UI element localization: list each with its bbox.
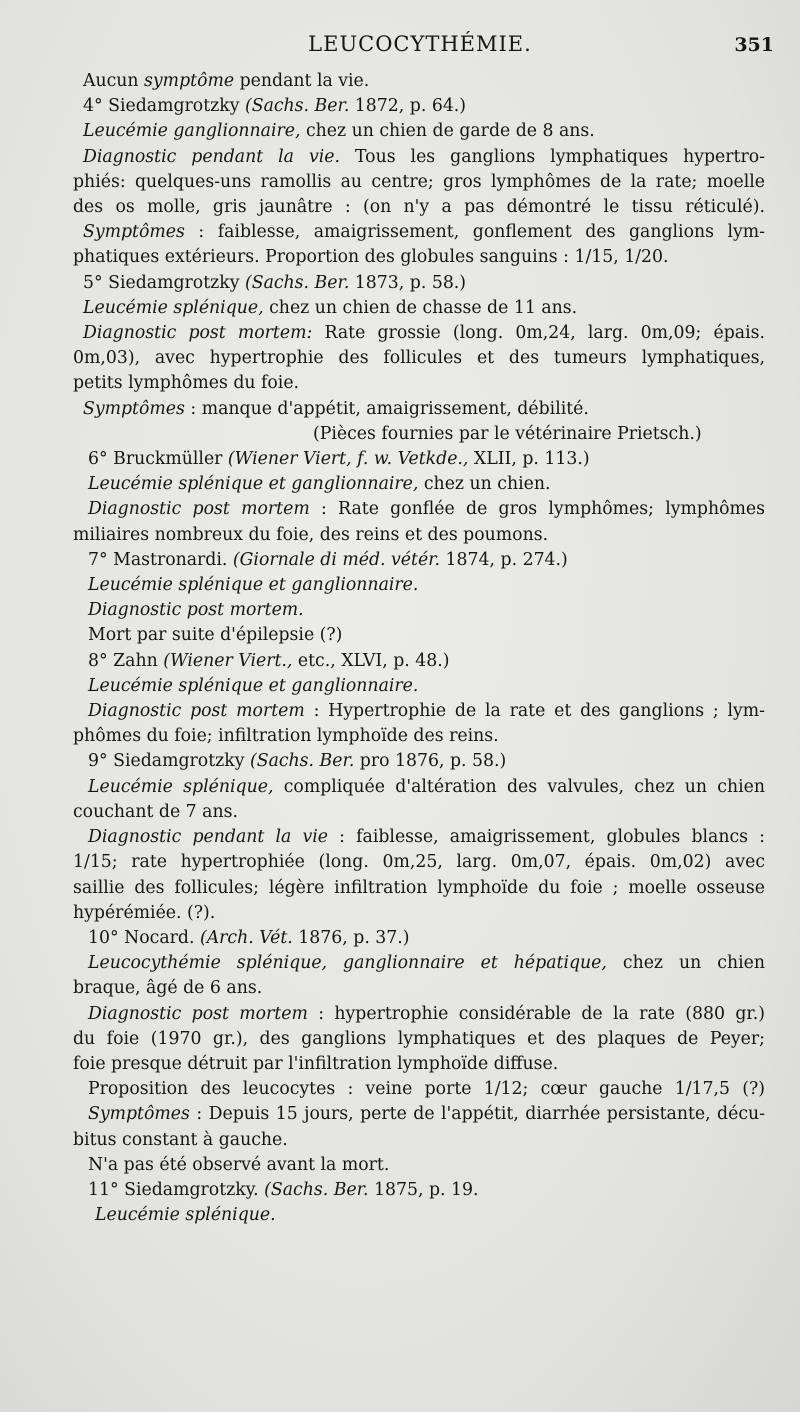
text-line: 7° Mastronardi. (Giornale di méd. vétér. 1874, p. 274.) <box>88 549 568 570</box>
text-line: couchant de 7 ans. <box>73 801 238 822</box>
text-line: Leucémie splénique et ganglionnaire. <box>88 575 419 596</box>
text-line: Diagnostic post mortem : hypertrophie considérable de la rate (880 gr.) <box>88 1003 765 1024</box>
text-line: bitus constant à gauche. <box>73 1129 288 1150</box>
text-line: phiés: quelques-uns ramollis au centre; gros lymphômes de la rate; moelle <box>73 171 765 192</box>
text-line: Leucémie splénique, compliquée d'altération des valvules, chez un chien <box>88 776 765 797</box>
text-line: saillie des follicules; légère infiltration lymphoïde du foie ; moelle osseuse <box>73 877 765 898</box>
text-line: du foie (1970 gr.), des ganglions lymphatiques et des plaques de Peyer; <box>73 1028 765 1049</box>
text-line: Leucémie splénique, chez un chien de chasse de 11 ans. <box>83 297 578 318</box>
text-line: 0m,03), avec hypertrophie des follicules et des tumeurs lymphatiques, <box>73 348 765 369</box>
text-line: Diagnostic post mortem. <box>88 600 304 621</box>
text-line: 9° Siedamgrotzky (Sachs. Ber. pro 1876, p. 58.) <box>88 751 507 772</box>
text-line: Diagnostic post mortem : Rate gonflée de gros lymphômes; lymphômes <box>88 499 765 520</box>
text-line: Diagnostic post mortem: Rate grossie (long. 0m,24, larg. 0m,09; épais. <box>83 323 765 344</box>
text-line: foie presque détruit par l'infiltration lymphoïde diffuse. <box>73 1053 559 1074</box>
text-line: 11° Siedamgrotzky. (Sachs. Ber. 1875, p. 19. <box>88 1179 479 1200</box>
running-title: LEUCOCYTHÉMIE. <box>308 32 532 56</box>
text-line: Symptômes : Depuis 15 jours, perte de l'appétit, diarrhée persistante, décu- <box>88 1104 765 1125</box>
text-line: 4° Siedamgrotzky (Sachs. Ber. 1872, p. 64.) <box>83 96 467 117</box>
text-line: Leucocythémie splénique, ganglionnaire et hépatique, chez un chien <box>88 953 765 974</box>
text-line: Leucémie ganglionnaire, chez un chien de garde de 8 ans. <box>83 121 595 142</box>
text-line: N'a pas été observé avant la mort. <box>88 1154 390 1175</box>
text-line: phatiques extérieurs. Proportion des globules sanguins : 1/15, 1/20. <box>73 247 669 268</box>
text-line: Symptômes : faiblesse, amaigrissement, gonflement des ganglions lym- <box>83 222 765 243</box>
text-line: Leucémie splénique et ganglionnaire. <box>88 675 419 696</box>
text-line: Leucémie splénique. <box>95 1205 276 1226</box>
page-number: 351 <box>734 34 774 56</box>
text-line: Diagnostic pendant la vie : faiblesse, amaigrissement, globules blancs : <box>88 827 765 848</box>
text-line: phômes du foie; infiltration lymphoïde des reins. <box>73 726 499 747</box>
text-line: 5° Siedamgrotzky (Sachs. Ber. 1873, p. 58.) <box>83 272 467 293</box>
text-line: 1/15; rate hypertrophiée (long. 0m,25, larg. 0m,07, épais. 0m,02) avec <box>73 852 765 873</box>
text-line: petits lymphômes du foie. <box>73 373 300 394</box>
text-line: 8° Zahn (Wiener Viert., etc., XLVI, p. 48.) <box>88 650 450 671</box>
page-body <box>73 69 765 1228</box>
page-header <box>60 32 780 68</box>
text-line: Leucémie splénique et ganglionnaire, chez un chien. <box>88 474 551 495</box>
text-line: miliaires nombreux du foie, des reins et des poumons. <box>73 524 549 545</box>
text-line: Diagnostic pendant la vie. Tous les ganglions lymphatiques hypertro- <box>83 146 765 167</box>
text-line: 6° Bruckmüller (Wiener Viert, f. w. Vetkde., XLII, p. 113.) <box>88 449 590 470</box>
text-line: 10° Nocard. (Arch. Vét. 1876, p. 37.) <box>88 927 410 948</box>
text-line: Mort par suite d'épilepsie (?) <box>88 625 343 646</box>
text-line: des os molle, gris jaunâtre : (on n'y a pas démontré le tissu réticulé). <box>73 197 765 218</box>
text-line: braque, âgé de 6 ans. <box>73 978 263 999</box>
text-line: Symptômes : manque d'appétit, amaigrissement, débilité. <box>83 398 589 419</box>
text-line: Diagnostic post mortem : Hypertrophie de la rate et des ganglions ; lym- <box>88 701 765 722</box>
text-line: (Pièces fournies par le vétérinaire Prietsch.) <box>313 423 702 444</box>
text-line: hypérémiée. (?). <box>73 902 216 923</box>
text-line: Proposition des leucocytes : veine porte 1/12; cœur gauche 1/17,5 (?) <box>88 1079 765 1100</box>
text-line: Aucun symptôme pendant la vie. <box>83 71 370 91</box>
